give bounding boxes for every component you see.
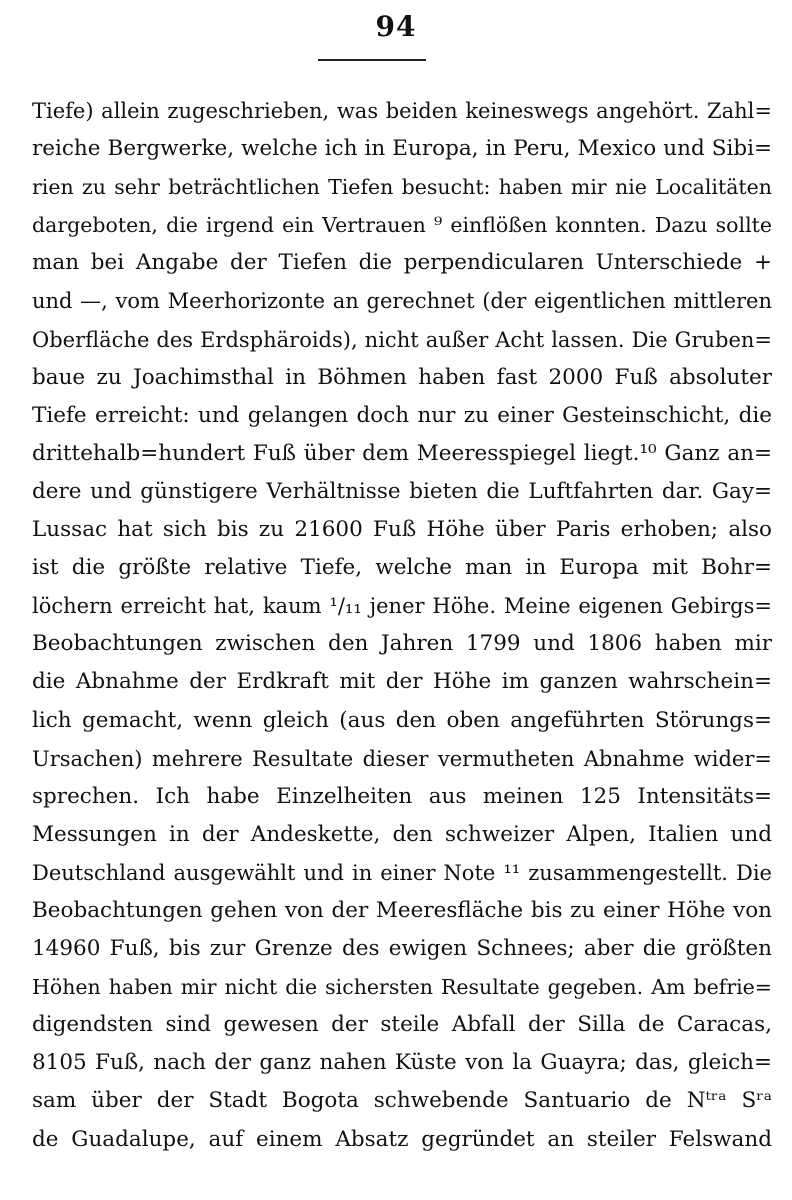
text-line: lich gemacht, wenn gleich (aus den oben angeführten Störungs= (32, 707, 772, 733)
text-line: reiche Bergwerke, welche ich in Europa, in Peru, Mexico und Sibi= (32, 136, 772, 162)
text-line: de Guadalupe, auf einem Absatz gegründet an steiler Felswand (32, 1126, 772, 1152)
header-rule (318, 59, 426, 61)
text-line: ist die größte relative Tiefe, welche man in Europa mit Bohr= (32, 555, 772, 581)
text-line: Beobachtungen zwischen den Jahren 1799 und 1806 haben mir (32, 631, 772, 657)
text-line: Deutschland ausgewählt und in einer Note ¹¹ zusammengestellt. Die (32, 860, 772, 885)
text-line: rien zu sehr beträchtlichen Tiefen besucht: haben mir nie Localitäten (32, 175, 772, 200)
text-line: sprechen. Ich habe Einzelheiten aus meinen 125 Intensitäts= (32, 783, 772, 809)
text-line: Höhen haben mir nicht die sichersten Resultate gegeben. Am befrie= (32, 975, 772, 1000)
text-line: Lussac hat sich bis zu 21600 Fuß Höhe über Paris erhoben; also (32, 517, 772, 543)
text-line: sam über der Stadt Bogota schwebende Santuario de Nᵗʳᵃ Sʳᵃ (32, 1088, 772, 1114)
text-line: Tiefe erreicht: und gelangen doch nur zu einer Gesteinschicht, die (32, 402, 772, 428)
text-line: 14960 Fuß, bis zur Grenze des ewigen Schnees; aber die größten (32, 936, 772, 962)
text-line: Tiefe) allein zugeschrieben, was beiden keineswegs angehört. Zahl= (32, 99, 772, 123)
text-line: und —, vom Meerhorizonte an gerechnet (der eigentlichen mittleren (32, 289, 772, 314)
text-line: drittehalb=hundert Fuß über dem Meeresspiegel liegt.¹⁰ Ganz an= (32, 440, 772, 466)
page-number: 94 (375, 10, 417, 43)
text-line: Beobachtungen gehen von der Meeresfläche bis zu einer Höhe von (32, 897, 772, 923)
text-line: baue zu Joachimsthal in Böhmen haben fast 2000 Fuß absoluter (32, 364, 772, 390)
text-line: Oberfläche des Erdsphäroids), nicht außer Acht lassen. Die Gruben= (32, 327, 772, 352)
text-line: Messungen in der Andeskette, den schweizer Alpen, Italien und (32, 821, 772, 847)
body-text (32, 92, 772, 1159)
text-line: dargeboten, die irgend ein Vertrauen ⁹ einflößen konnten. Dazu sollte (32, 213, 772, 238)
text-line: digendsten sind gewesen der steile Abfall der Silla de Caracas, (32, 1012, 772, 1038)
text-line: dere und günstigere Verhältnisse bieten die Luftfahrten dar. Gay= (32, 478, 772, 504)
text-line: man bei Angabe der Tiefen die perpendicularen Unterschiede + (32, 250, 772, 276)
text-line: Ursachen) mehrere Resultate dieser vermutheten Abnahme wider= (32, 746, 772, 771)
text-line: die Abnahme der Erdkraft mit der Höhe im ganzen wahrschein= (32, 669, 772, 695)
text-line: 8105 Fuß, nach der ganz nahen Küste von la Guayra; das, gleich= (32, 1050, 772, 1076)
text-line: löchern erreicht hat, kaum ¹/₁₁ jener Höhe. Meine eigenen Gebirgs= (32, 594, 772, 619)
